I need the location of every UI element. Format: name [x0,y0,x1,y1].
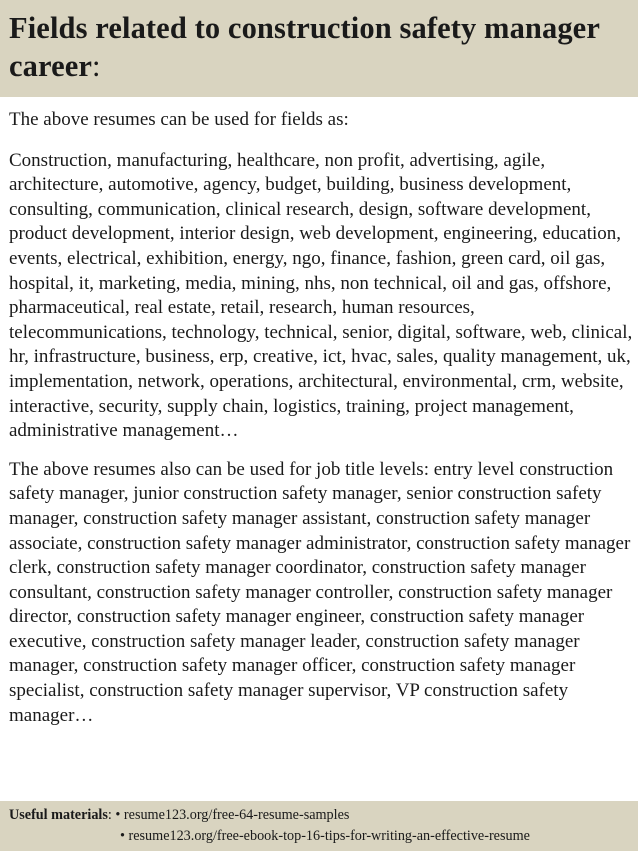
footer-row-2 [9,826,638,847]
footer-row-1 [9,805,638,826]
bullet-icon: • [120,827,125,844]
main-content [9,108,634,728]
footer-bar [0,801,638,851]
label-separator: : [107,807,112,823]
title-bar [0,0,638,97]
useful-materials-label: Useful materials [9,807,108,823]
resource-link-1[interactable]: resume123.org/free-64-resume-samples [123,807,350,823]
page-title-text: Fields related to construction safety manager career [9,11,600,83]
job-levels-text: The above resumes also can be used for job title levels: entry level construction safety manager, junior construction safety manager, senior construction safety manager, construction safety manager assistant, construction safety manager associate, construction safety manager administrator, construction safety manager clerk, construction safety manager coordinator, construction safety manager consultant, construction safety manager controller, construction safety manager director, construction safety manager engineer, construction safety manager executive, construction safety manager leader, construction safety manager manager, construction safety manager officer, construction safety manager specialist, construction safety manager supervisor, VP construction safety manager… [9,458,631,726]
fields-list-text: Construction, manufacturing, healthcare, non profit, advertising, agile, architecture, automotive, agency, budget, building, business development, consulting, communication, clinical research, design, software development, product development, interior design, web development, engineering, education, events, electrical, exhibition, energy, ngo, finance, fashion, green card, oil gas, hospital, it, marketing, media, mining, nhs, non technical, oil and gas, offshore, pharmaceutical, real estate, retail, research, human resources, telecommunications, technology, technical, senior, digital, software, web, clinical, hr, infrastructure, business, erp, creative, ict, hvac, sales, quality management, uk, implementation, network, operations, architectural, environmental, crm, website, interactive, security, supply chain, logistics, training, project management, administrative management… [9,149,633,442]
title-colon: : [92,49,101,83]
resource-link-2[interactable]: resume123.org/free-ebook-top-16-tips-for-writing-an-effective-resume [128,827,530,844]
bullet-icon: • [115,807,121,823]
page-title [9,9,638,85]
intro-text: The above resumes can be used for fields as: [9,109,349,130]
